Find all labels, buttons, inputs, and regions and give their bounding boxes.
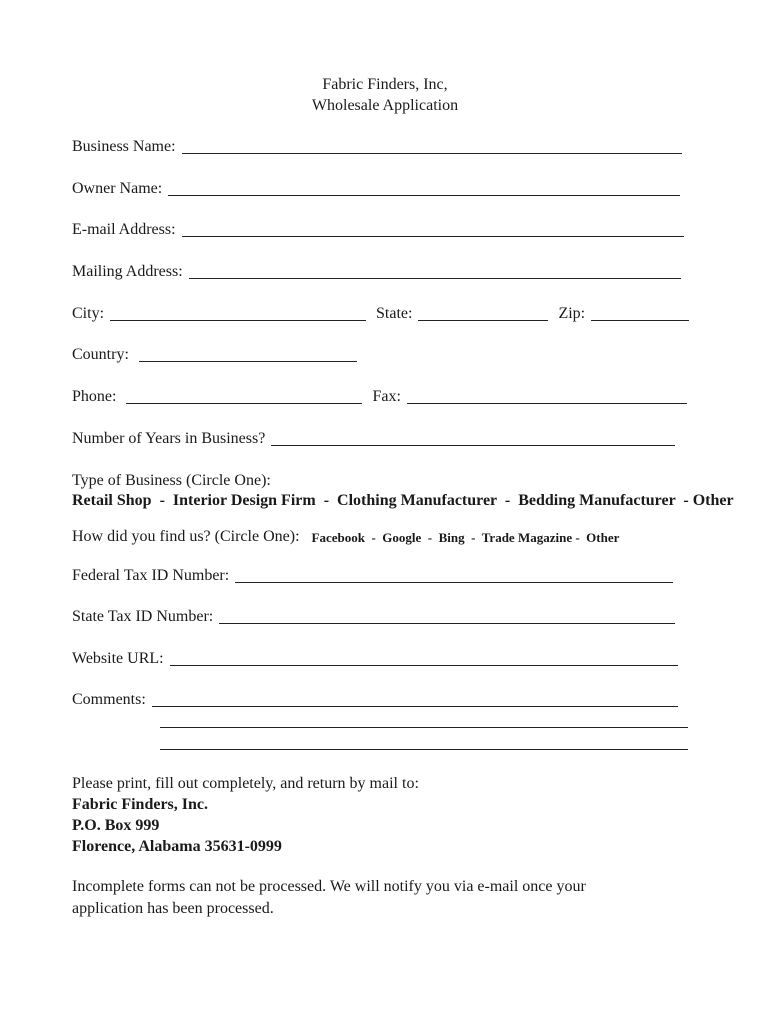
owner-name-row [72, 180, 680, 198]
comments-row [72, 691, 678, 709]
form-subtitle: Wholesale Application [311, 97, 459, 114]
country-label: Country: [72, 346, 129, 363]
mail-company: Fabric Finders, Inc. [72, 796, 208, 813]
comments-field-line-1[interactable] [152, 692, 678, 707]
fax-field[interactable] [407, 389, 687, 404]
country-row [72, 346, 357, 364]
find-us-row [72, 528, 619, 546]
business-name-field[interactable] [182, 139, 682, 154]
phone-field[interactable] [126, 389, 362, 404]
federal-tax-label: Federal Tax ID Number: [72, 567, 230, 584]
comments-field-line-3[interactable] [160, 735, 688, 750]
years-row [72, 430, 675, 448]
email-row [72, 221, 684, 239]
business-name-row [72, 138, 682, 156]
comments-field-line-2[interactable] [160, 713, 688, 728]
mail-instruction: Please print, fill out completely, and return by mail to: [72, 775, 419, 792]
years-label: Number of Years in Business? [72, 430, 266, 447]
business-type-label: Type of Business (Circle One): [72, 472, 271, 489]
footer-note-line-2: application has been processed. [72, 900, 274, 917]
mailing-address-field[interactable] [189, 264, 681, 279]
state-field[interactable] [418, 306, 548, 321]
mail-city: Florence, Alabama 35631-0999 [72, 838, 282, 855]
email-label: E-mail Address: [72, 221, 176, 238]
business-type-options[interactable]: Retail Shop - Interior Design Firm - Clothing Manufacturer - Bedding Manufacturer - Other [72, 492, 734, 509]
website-row [72, 650, 678, 668]
mail-po-box: P.O. Box 999 [72, 817, 160, 834]
find-us-label: How did you find us? (Circle One): [72, 528, 300, 545]
fax-label: Fax: [372, 388, 401, 405]
email-field[interactable] [182, 222, 684, 237]
owner-name-label: Owner Name: [72, 180, 163, 197]
mailing-address-row [72, 263, 681, 281]
federal-tax-row [72, 567, 673, 585]
business-name-label: Business Name: [72, 138, 176, 155]
city-field[interactable] [110, 306, 366, 321]
zip-label: Zip: [558, 305, 586, 322]
zip-field[interactable] [591, 306, 689, 321]
state-tax-field[interactable] [219, 609, 675, 624]
state-label: State: [376, 305, 413, 322]
phone-fax-row [72, 388, 687, 406]
comments-label: Comments: [72, 691, 146, 708]
federal-tax-field[interactable] [235, 568, 673, 583]
city-label: City: [72, 305, 105, 322]
phone-label: Phone: [72, 388, 117, 405]
mailing-address-label: Mailing Address: [72, 263, 183, 280]
state-tax-row [72, 608, 675, 626]
owner-name-field[interactable] [168, 181, 680, 196]
state-tax-label: State Tax ID Number: [72, 608, 214, 625]
years-field[interactable] [271, 431, 675, 446]
website-field[interactable] [170, 651, 678, 666]
company-title: Fabric Finders, Inc, [322, 76, 448, 93]
find-us-options[interactable]: Facebook - Google - Bing - Trade Magazine - Other [311, 530, 620, 545]
website-label: Website URL: [72, 650, 164, 667]
footer-note-line-1: Incomplete forms can not be processed. We will notify you via e-mail once your [72, 878, 586, 895]
country-field[interactable] [139, 347, 357, 362]
city-state-zip-row [72, 305, 689, 323]
